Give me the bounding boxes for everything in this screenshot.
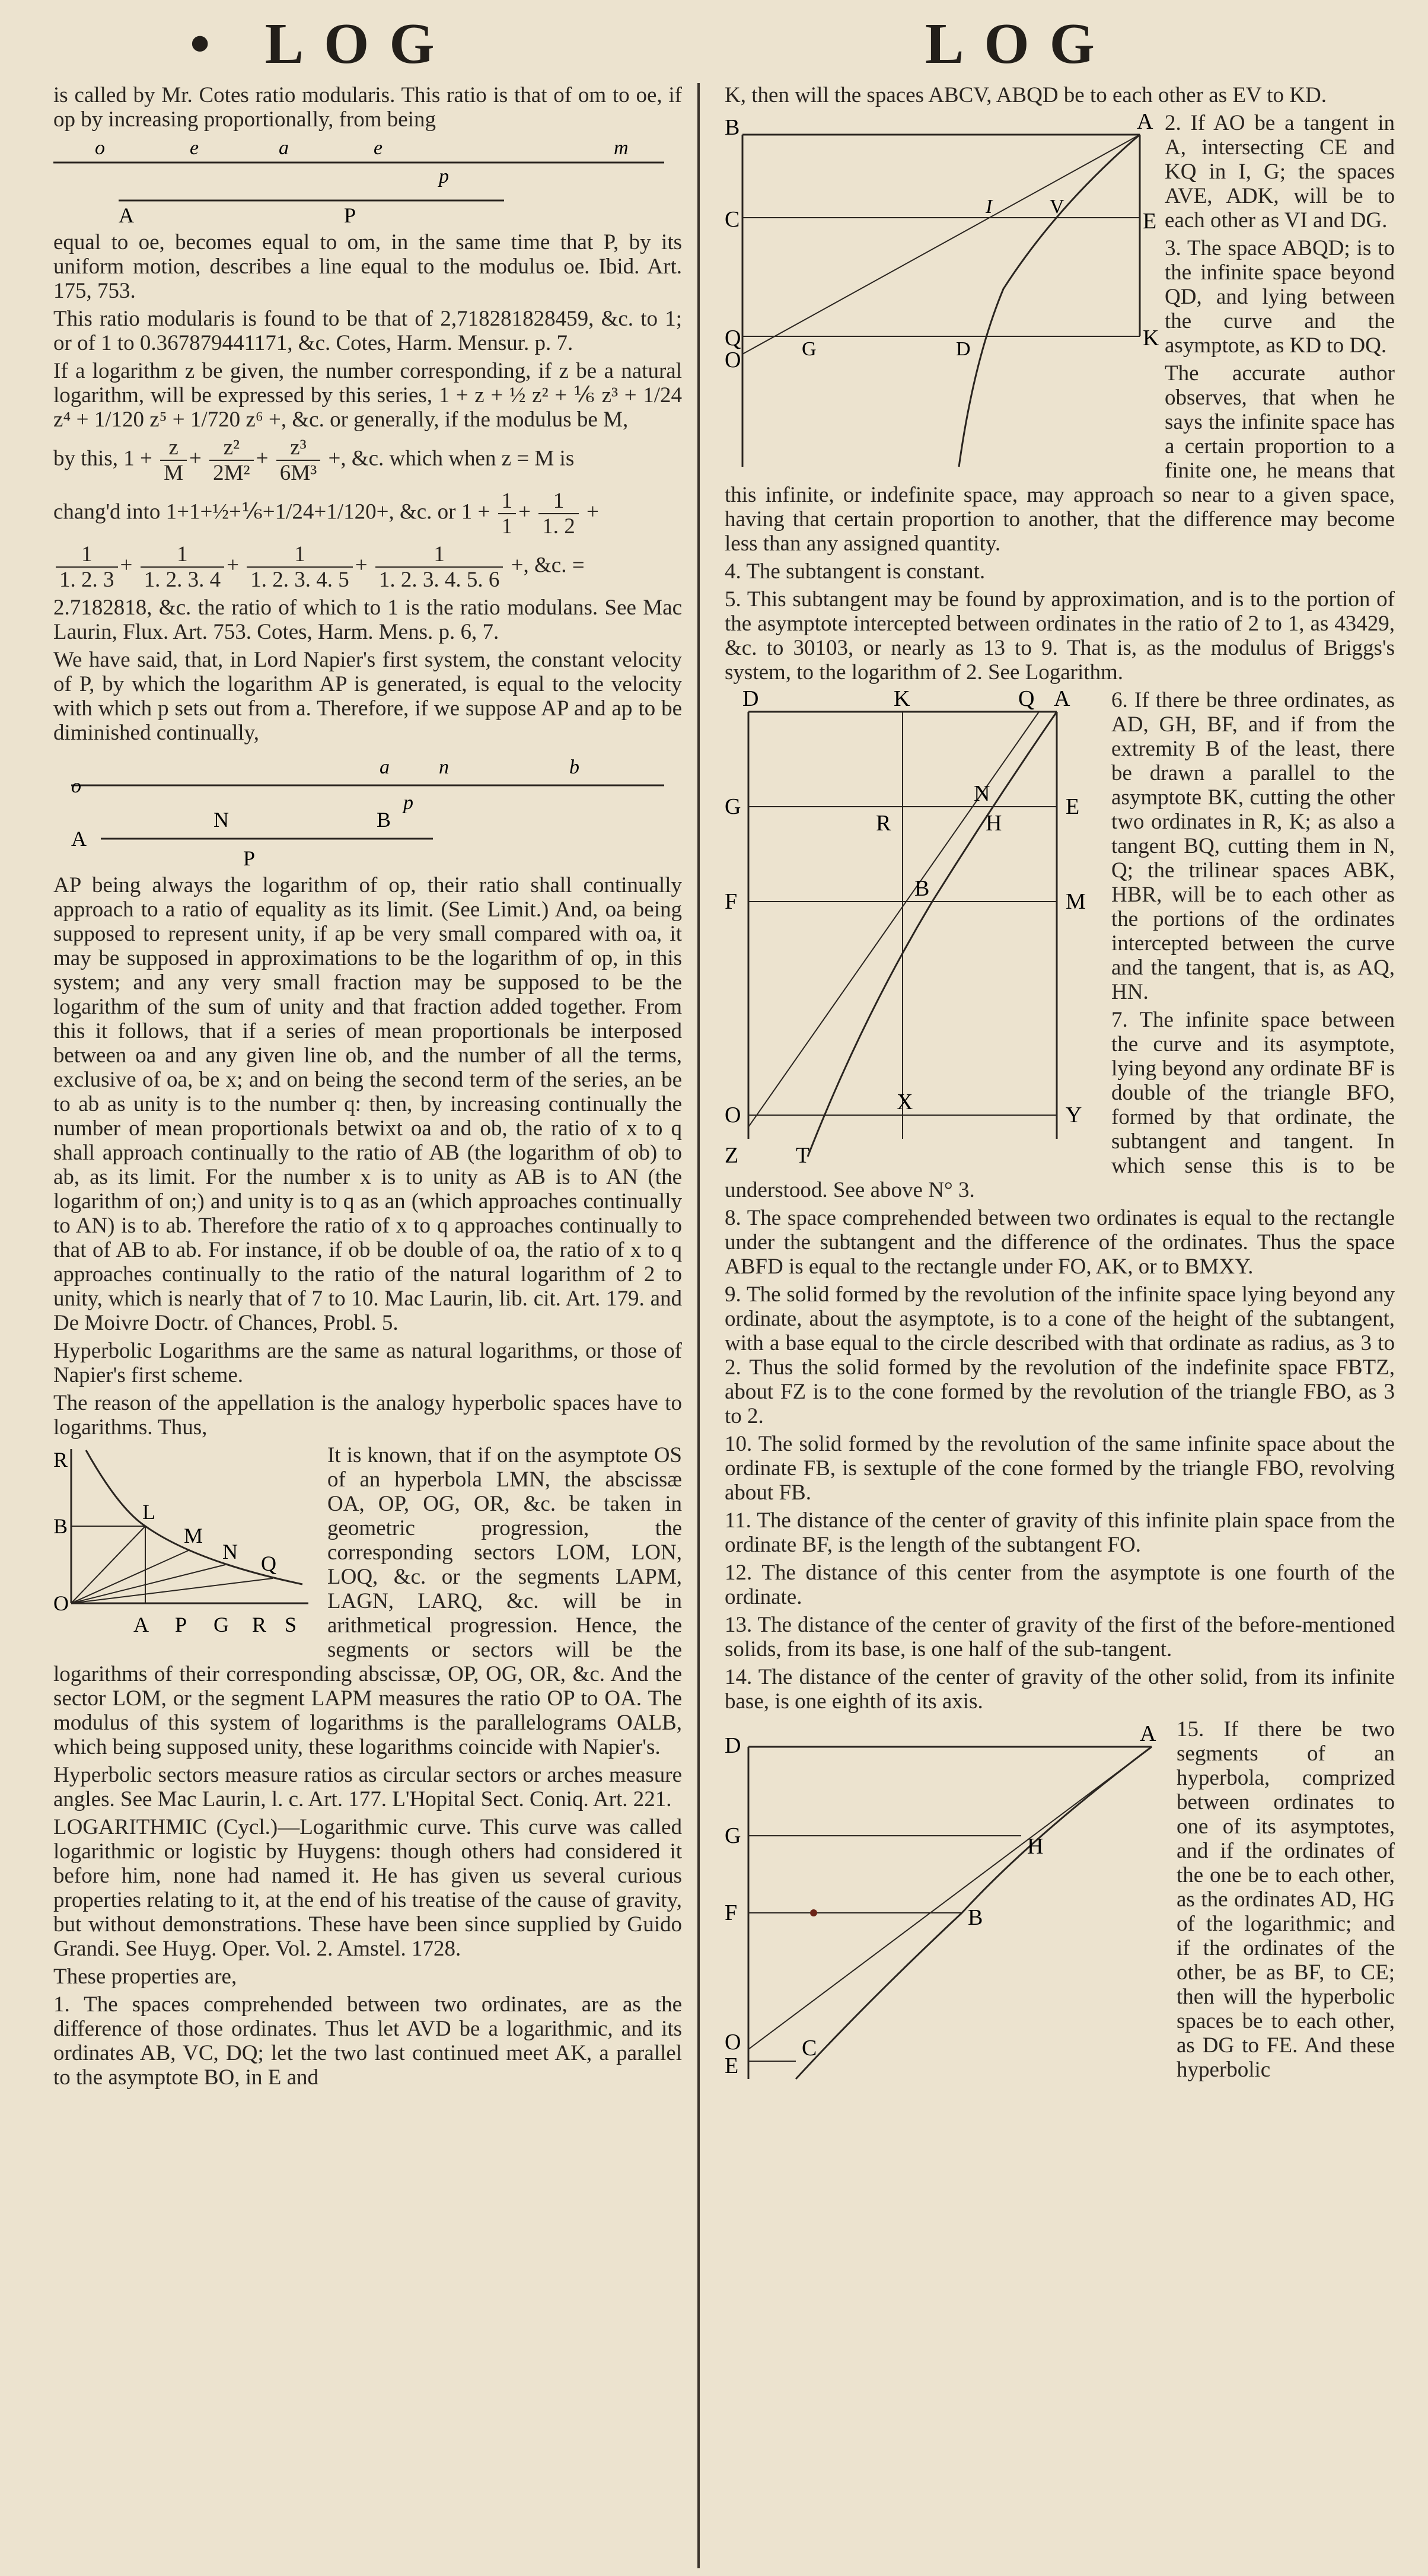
paragraph: If a logarithm z be given, the number corresponding, if z be a natural logarithm, will be expressed by this series, 1 + z + ½ z² + ⅙ z³ + 1/24 z⁴ + 1/120 z⁵ + 1/720 z⁶ +, &c. or generally, if the modulus be M, [53,359,682,432]
paragraph: is called by Mr. Cotes ratio modularis. This ratio is that of om to oe, if op by increasing proportionally, from being [53,83,682,132]
paragraph: AP being always the logarithm of op, their ratio shall continually approach to a ratio of equality as its limit. (See Limit.) And, oa being supposed to represent unity, if ap be very small compared with oa, it may be supposed in approximations to be the logarithm of op, in this system; and any very small fraction may be supposed to be the logarithm of the sum of unity and that fraction added together. From this it follows, that if a series of mean proportionals be interposed between oa and any given line ob, and the number of all the terms, exclusive of oa, be x; and on being the second term of the series, an be to ab as unity is to the number q: then, by increasing continually the number of mean proportionals betwixt oa and ob, the ratio of x to q shall approach continually to the ratio of AB (the logarithm of ob) to ab, as its limit. For the number x is to unity as AB is to AN (the logarithm of on;) and unity is to q as an (which approaches continually to AN) is to ab. Therefore the ratio of x to q approaches continually to that of AB to ab. For instance, if ob be double of oa, the ratio of x to q approaches continually to the ratio of the natural logarithm of 2 to unity, which is nearly that of 7 to 10. Mac Laurin, lib. cit. Art. 179. and De Moivre Doctr. of Chances, Probl. 5. [53,873,682,1335]
formula-line: by this, 1 + $\frac{z}{M}$ + $\frac{\text{z²}}{\text{2M²}}$ + $\frac{\text{z³}}{\text{6M³}}$ +, &c. which when z = M is [53,435,575,485]
paragraph: 5. This subtangent may be found by approximation, and is to the portion of the asymptote intercepted between ordinates in the ratio of 2 to 1, as 43429, &c. to 30103, or nearly as 13 to 9. That is, as the modulus of Briggs's system, to the logarithm of 2. See Logarithm. [725,587,1395,684]
paragraph: 14. The distance of the center of gravity of the other solid, from its infinite base, is one eighth of its axis. [725,1665,1395,1714]
running-head-left: • LOG [190,12,455,76]
figure-label: H [1027,1834,1044,1859]
figure-label: F [725,1900,738,1925]
figure-label: G [725,1823,741,1848]
figure-label: A [71,827,87,851]
left-column [53,83,682,2093]
paragraph: Hyperbolic Logarithms are the same as natural logarithms, or those of Napier's first scheme. [53,1339,682,1387]
figure-label: O [725,348,741,372]
figure-logarithmic-2 [725,688,1098,1168]
paragraph: 1. The spaces comprehended between two ordinates, are as the difference of those ordinates. Thus let AVD be a logarithmic, and its ordinates AB, VC, DQ; let the two last continued meet AK, a parallel to the asymptote BO, in E and [53,1992,682,2090]
figure-label: B [377,808,391,832]
figure-label: E [725,2053,739,2078]
figure-label: m [614,137,629,159]
paragraph: This ratio modularis is found to be that of 2,718281828459, &c. to 1; or of 1 to 0.367879441171, &c. Cotes, Harm. Mensur. p. 7. [53,307,682,355]
fraction: $\frac{1}{1}$ [498,489,517,539]
figure-label: F [725,889,738,914]
figure-label: R [53,1448,68,1472]
figure-label: e [374,137,383,159]
figure-label: B [914,876,930,901]
figure-label: C [725,207,740,232]
page-header [0,0,1428,77]
paragraph: 2. If AO be a tangent in A, intersecting CE and KQ in I, G; the spaces AVE, ADK, will be to each other as VI and DG. [1165,111,1395,233]
fraction: $\frac{1}{1. 2. 3. 4}$ [141,542,225,592]
figure-label: O [53,1591,69,1615]
figure-label: a [380,756,390,778]
paragraph: 15. If there be two segments of an hyperbola, comprized between ordinates to one of its asymptotes, and if the ordinates of the one be to each other, as the ordinates AD, HG of the logarithmic; and if the ordinates of the other, be as BF, to CE; then will the hyperbolic spaces be to each other, as DG to FE. And these hyperbolic [1177,1717,1395,2082]
figure-label: a [279,137,289,159]
figure-label: G [213,1613,229,1636]
paragraph: 3. The space ABQD; is to the infinite space beyond QD, and lying between the curve and the asymptote, as KD to DQ. [1165,236,1395,358]
fraction: $\frac{1}{1. 2}$ [538,489,579,539]
right-column [725,83,1395,2088]
formula-line: chang'd into 1+1+½+⅙+1/24+1/120+, &c. or 1 + $\frac{1}{1}$ + $\frac{1}{1. 2}$ + [53,489,599,539]
figure-label: B [53,1514,68,1538]
figure-label: K [894,686,910,711]
fraction: $\frac{1}{1. 2. 3. 4. 5}$ [247,542,353,592]
figure-wrap [725,688,1395,1202]
figure-label: N [974,781,990,806]
figure-label: O [725,1103,741,1128]
figure-label: A [1137,109,1153,134]
figure-label: X [897,1090,913,1115]
paragraph: 6. If there be three ordinates, as AD, GH, BF, and if from the extremity B of the least, there be drawn a parallel to the asymptote BK, cutting the other two ordinates in R, K; as also a tangent BQ, cutting them in N, Q; the trilinear spaces ABK, HBR, will be to each other as the portions of the ordinates intercepted between the curve and the tangent, that is, as AQ, HN. [1111,688,1395,1004]
figure-hyperbola [53,1443,314,1645]
column-divider [697,83,700,2568]
fraction: $\frac{\text{z²}}{\text{2M²}}$ [209,435,254,485]
figure-label: G [802,338,817,360]
figure-label: Q [261,1552,276,1575]
figure-label: A [119,203,134,227]
figure-label: C [802,2036,817,2061]
figure-label: S [285,1613,297,1636]
figure-label: T [796,1143,810,1168]
paragraph: It is known, that if on the asymptote OS of an hyperbola LMN, the abscissæ OA, OP, OG, OR, &c. be taken in geometric progression, the corresponding sectors LOM, LON, LOQ, &c. or the segments LAPM, LAGN, LARQ, &c. will be in arithmetical progression. Hence, the segments or sectors will be the logarithms of their corresponding abscissæ, OP, OG, OR, &c. And the sector LOM, or the segment LAPM measures the ratio OP to OA. The modulus of this system of logarithms is the parallelograms OALB, which being supposed unity, these logarithms coincide with Napier's. [53,1443,682,1759]
paragraph: 4. The subtangent is constant. [725,559,986,584]
figure-label: P [344,203,356,227]
figure-label: A [1140,1721,1156,1746]
figure-napier-lines [53,750,670,868]
paragraph: These properties are, [53,1964,237,1989]
figure-label: p [439,165,449,187]
paragraph: equal to oe, becomes equal to om, in the same time that P, by its uniform motion, describes a line equal to the modulus oe. Ibid. Art. 175, 753. [53,230,682,303]
fraction: $\frac{1}{1. 2. 3. 4. 5. 6}$ [375,542,503,592]
paragraph: 12. The distance of this center from the asymptote is one fourth of the ordinate. [725,1561,1395,1609]
paragraph: Hyperbolic sectors measure ratios as circular sectors or arches measure angles. See Mac Laurin, l. c. Art. 177. L'Hopital Sect. Coniq. Art. 221. [53,1763,682,1811]
figure-label: o [95,137,105,159]
formula-line: $\frac{1}{1. 2. 3}$ + $\frac{1}{1. 2. 3. 4}$ + $\frac{1}{1. 2. 3. 4. 5}$ + $\frac{1}{1. 2. 3. 4. 5. 6}$ +, &c. = [53,542,682,592]
paragraph: K, then will the spaces ABCV, ABQD be to each other as EV to KD. [725,83,1327,107]
figure-label: M [184,1524,203,1547]
figure-label: R [252,1613,267,1636]
figure-label: D [742,686,759,711]
figure-label: R [876,811,891,836]
paragraph: 7. The infinite space between the curve and its asymptote, lying beyond any ordinate BF is double of the triangle BFO, formed by that ordinate, the subtangent and tangent. In which sense this is to be understood. See above N° 3. [725,1008,1395,1202]
paragraph: LOGARITHMIC (Cycl.)—Logarithmic curve. This curve was called logarithmic or logistic by Huygens: though others had considered it before him, none had named it. He has given us several curious properties relating to it, at the end of his treatise of the cause of gravity, but without demonstrations. These have been since supplied by Guido Grandi. See Huyg. Oper. Vol. 2. Amstel. 1728. [53,1815,682,1961]
figure-label: V [1050,196,1064,218]
figure-logarithmic-1 [725,109,1159,467]
figure-label: D [956,338,971,360]
figure-ratio-lines [53,136,670,225]
figure-label: A [133,1613,149,1636]
figure-label: G [725,794,741,819]
paragraph: The reason of the appellation is the analogy hyperbolic spaces have to logarithms. Thus, [53,1391,682,1440]
figure-label: H [986,811,1002,836]
figure-label: O [725,2030,741,2055]
figure-label: b [569,756,579,778]
fraction: $\frac{1}{1. 2. 3}$ [56,542,118,592]
figure-label: Z [725,1143,739,1168]
figure-label: A [1054,686,1070,711]
figure-label: P [175,1613,187,1636]
paragraph: 10. The solid formed by the revolution of the same infinite space about the ordinate FB, is sextuple of the cone formed by the triangle FBO, revolving about FB. [725,1432,1395,1505]
figure-label: n [439,756,449,778]
figure-label: D [725,1733,741,1758]
figure-label: I [986,196,993,218]
paragraph: 13. The distance of the center of gravity of the first of the before-mentioned solids, from its base, is one half of the sub-tangent. [725,1613,1395,1661]
figure-label: B [725,115,740,140]
figure-label: B [968,1905,983,1930]
figure-label: o [71,775,81,797]
figure-label: N [213,808,229,832]
figure-label: Q [725,326,741,351]
figure-label: M [1066,889,1086,914]
figure-wrap [725,109,1395,372]
fraction: $\frac{\text{z³}}{\text{6M³}}$ [276,435,321,485]
figure-label: K [1143,326,1159,351]
figure-label: E [1143,209,1157,234]
paragraph: We have said, that, in Lord Napier's first system, the constant velocity of P, by which the logarithm AP is generated, is equal to the velocity with which p sets out from a. Therefore, if we suppose AP and ap to be diminished continually, [53,648,682,745]
figure-label: e [190,137,199,159]
figure-hyperbolic-segments [725,1717,1164,2085]
figure-label: p [403,792,413,814]
figure-label: N [222,1540,238,1564]
paragraph: The accurate author observes, that when he says the infinite space has a certain proportion to a finite one, he means that this infinite, or indefinite space, may approach so near to a given space, having that certain proportion to another, that the difference may become less than any assigned quantity. [725,361,1395,556]
paragraph: 2.7182818, &c. the ratio of which to 1 is the ratio modulans. See Mac Laurin, Flux. Art. 753. Cotes, Harm. Mens. p. 6, 7. [53,596,682,644]
figure-wrap [725,1717,1395,2082]
paragraph: 9. The solid formed by the revolution of the infinite space lying beyond any ordinate, about the asymptote, is to a cone of the height of the subtangent, with a base equal to the circle described with that ordinate as radius, as 3 to 2. Thus the solid formed by the revolution of the indefinite space FBTZ, about FZ is to the cone formed by the revolution of the triangle FBO, as 3 to 2. [725,1282,1395,1428]
fraction: $\frac{z}{M}$ [160,435,187,485]
figure-wrap [53,1443,682,1759]
paragraph: 8. The space comprehended between two ordinates is equal to the rectangle under the subtangent and the difference of the ordinates. Thus the space ABFD is equal to the rectangle under FO, AK, or to BMXY. [725,1206,1395,1279]
figure-label: E [1066,794,1080,819]
running-head-right: LOG [925,12,1115,76]
paragraph: 11. The distance of the center of gravity of this infinite plain space from the ordinate BF, is the length of the subtangent FO. [725,1508,1395,1557]
figure-label: P [243,846,256,870]
figure-label: L [142,1500,155,1524]
figure-label: Y [1066,1103,1082,1128]
figure-label: Q [1018,686,1035,711]
